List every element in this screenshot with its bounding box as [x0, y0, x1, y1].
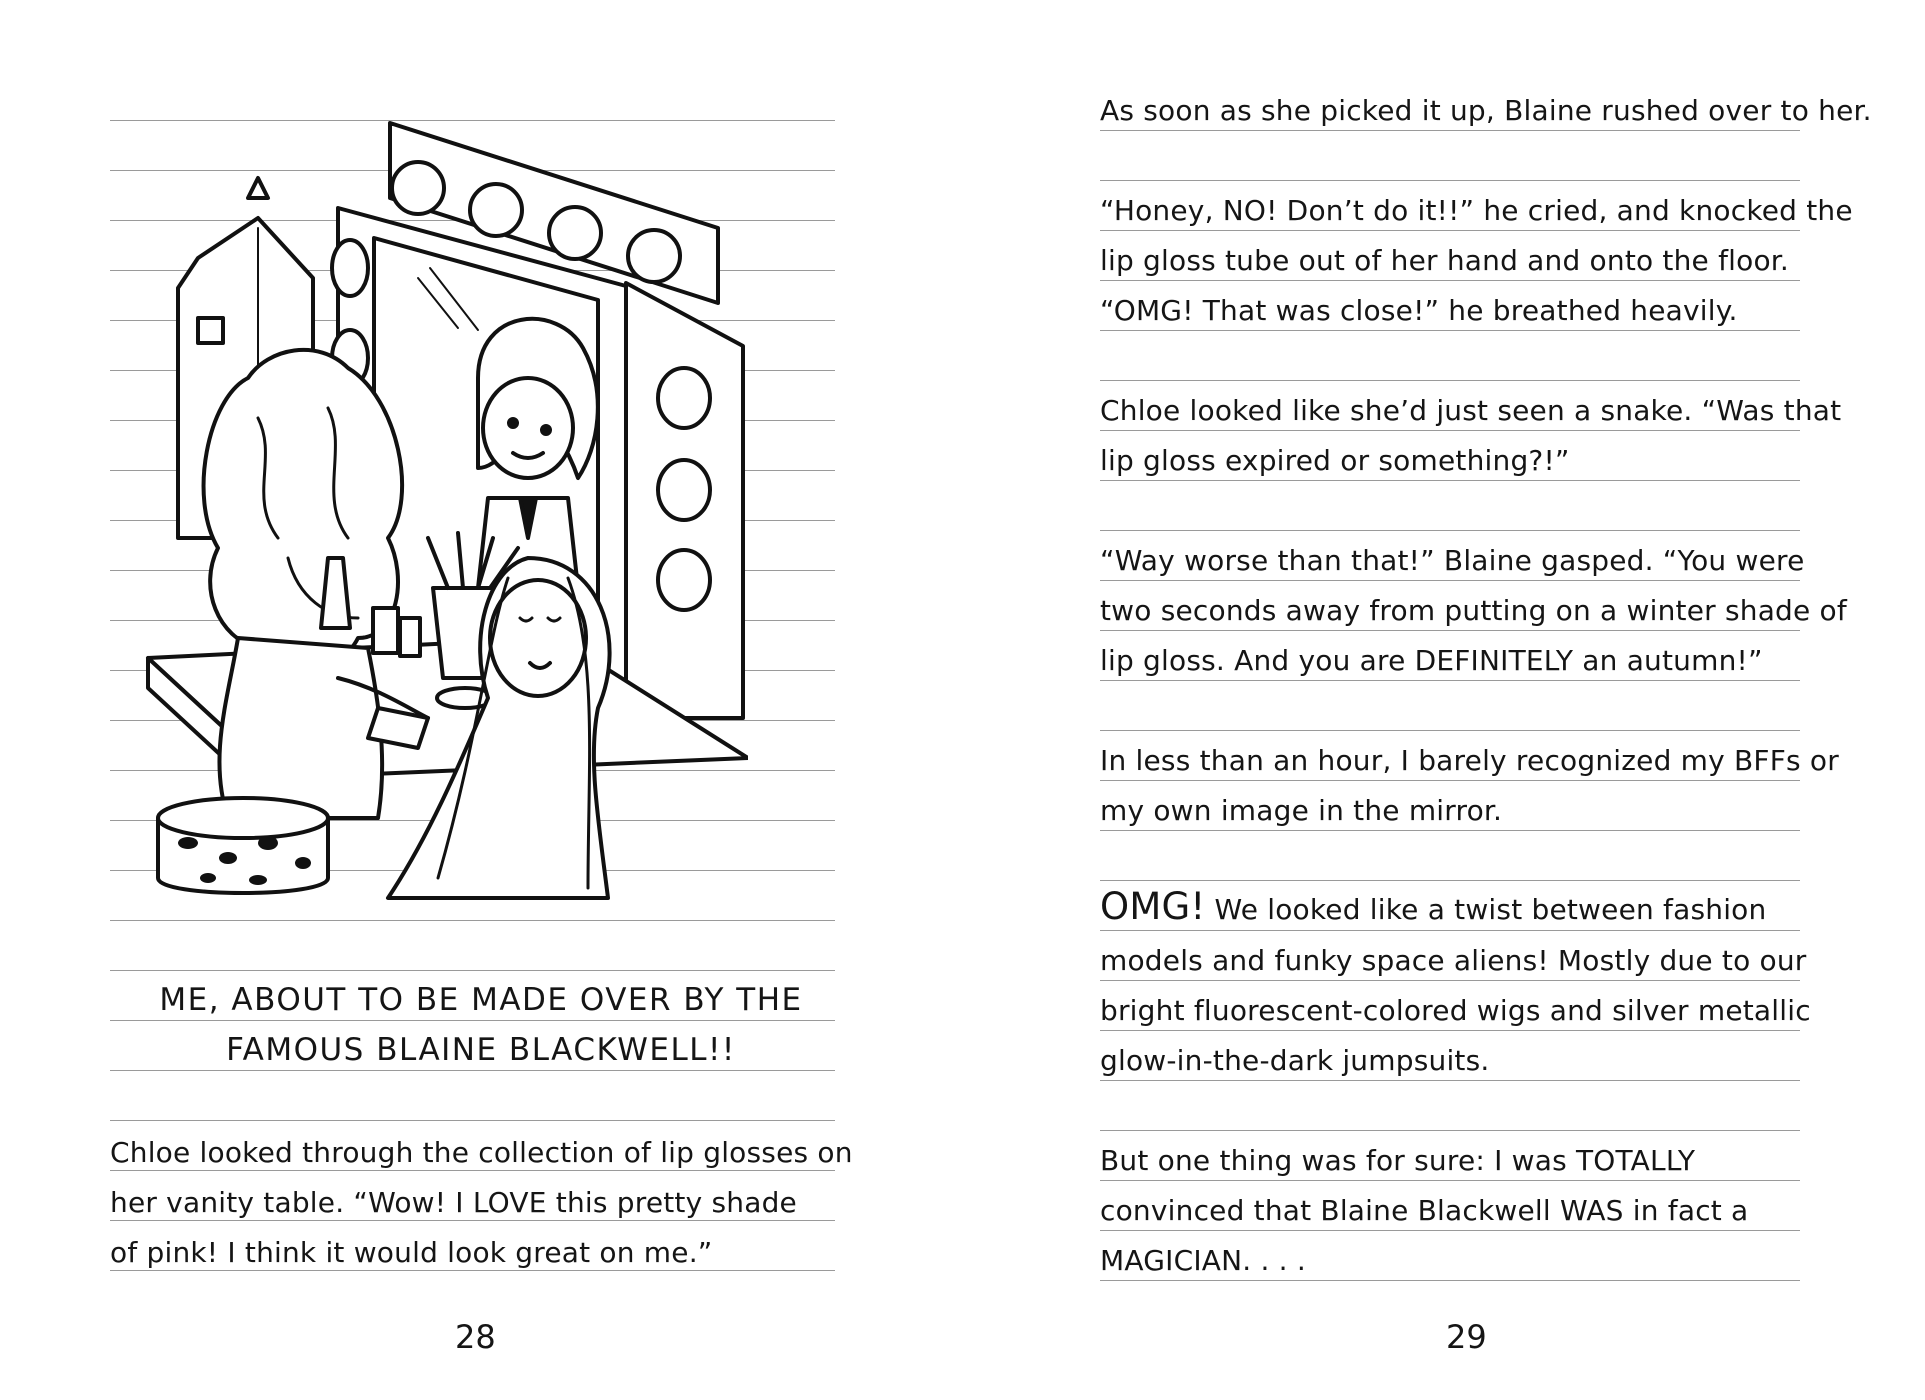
ruled-line	[1100, 530, 1800, 531]
ruled-line	[1100, 630, 1800, 631]
ruled-line	[1100, 830, 1800, 831]
ruled-line	[110, 1270, 835, 1271]
ruled-line	[1100, 680, 1800, 681]
ruled-line	[1100, 180, 1800, 181]
ruled-line	[1100, 730, 1800, 731]
ruled-line	[1100, 1230, 1800, 1231]
illustration-caption-line: FAMOUS BLAINE BLACKWELL!!	[226, 1032, 736, 1068]
body-text-line: In less than an hour, I barely recognized my BFFs or	[1100, 744, 1839, 777]
body-text-line: my own image in the mirror.	[1100, 794, 1503, 827]
body-text-line: But one thing was for sure: I was TOTALLY	[1100, 1144, 1696, 1177]
ruled-line	[1100, 1080, 1800, 1081]
page-number: 29	[1446, 1318, 1487, 1356]
vanity-mirror-illustration	[128, 118, 748, 968]
body-text-line: “OMG! That was close!” he breathed heavily.	[1100, 294, 1738, 327]
body-text-line: lip gloss tube out of her hand and onto the floor.	[1100, 244, 1790, 277]
ruled-line	[110, 1220, 835, 1221]
ruled-line	[1100, 380, 1800, 381]
body-text-line: lip gloss expired or something?!”	[1100, 444, 1570, 477]
ruled-line	[110, 1120, 835, 1121]
ruled-line	[1100, 880, 1800, 881]
ruled-line	[1100, 330, 1800, 331]
ruled-line	[1100, 280, 1800, 281]
body-text-line-with-emphasis	[1100, 885, 1767, 928]
body-text-line: MAGICIAN. . . .	[1100, 1244, 1306, 1277]
ruled-line	[1100, 1130, 1800, 1131]
ruled-line	[1100, 980, 1800, 981]
ruled-line	[1100, 1180, 1800, 1181]
ruled-line	[1100, 430, 1800, 431]
ruled-line	[1100, 1030, 1800, 1031]
ruled-line	[1100, 1280, 1800, 1281]
body-text-line: lip gloss. And you are DEFINITELY an autumn!”	[1100, 644, 1763, 677]
ruled-line	[1100, 930, 1800, 931]
body-text-line: Chloe looked through the collection of lip glosses on	[110, 1136, 853, 1169]
body-text-line: of pink! I think it would look great on me.”	[110, 1236, 713, 1269]
body-text-line: Chloe looked like she’d just seen a snake. “Was that	[1100, 394, 1842, 427]
body-text-line: models and funky space aliens! Mostly due to our	[1100, 944, 1807, 977]
left-page	[0, 0, 962, 1400]
ruled-line	[1100, 580, 1800, 581]
ruled-line	[1100, 130, 1800, 131]
body-text-line: “Honey, NO! Don’t do it!!” he cried, and knocked the	[1100, 194, 1853, 227]
body-text-line: bright fluorescent-colored wigs and silver metallic	[1100, 994, 1811, 1027]
illustration-caption-line: ME, ABOUT TO BE MADE OVER BY THE	[159, 982, 803, 1018]
body-text-line: As soon as she picked it up, Blaine rushed over to her.	[1100, 94, 1872, 127]
ruled-line	[110, 1020, 835, 1021]
omg-emphasis: OMG!	[1100, 885, 1206, 928]
right-page	[962, 0, 1925, 1400]
ruled-line	[110, 1070, 835, 1071]
ruled-line	[1100, 480, 1800, 481]
body-text-line: glow-in-the-dark jumpsuits.	[1100, 1044, 1490, 1077]
body-text-fragment: We looked like a twist between fashion	[1205, 893, 1767, 926]
ruled-line	[110, 1170, 835, 1171]
body-text-line: convinced that Blaine Blackwell WAS in fact a	[1100, 1194, 1749, 1227]
body-text-line: her vanity table. “Wow! I LOVE this pretty shade	[110, 1186, 797, 1219]
page-number: 28	[455, 1318, 496, 1356]
ruled-line	[110, 970, 835, 971]
ruled-line	[1100, 230, 1800, 231]
body-text-line: two seconds away from putting on a winter shade of	[1100, 594, 1847, 627]
ruled-line	[1100, 780, 1800, 781]
body-text-line: “Way worse than that!” Blaine gasped. “You were	[1100, 544, 1805, 577]
